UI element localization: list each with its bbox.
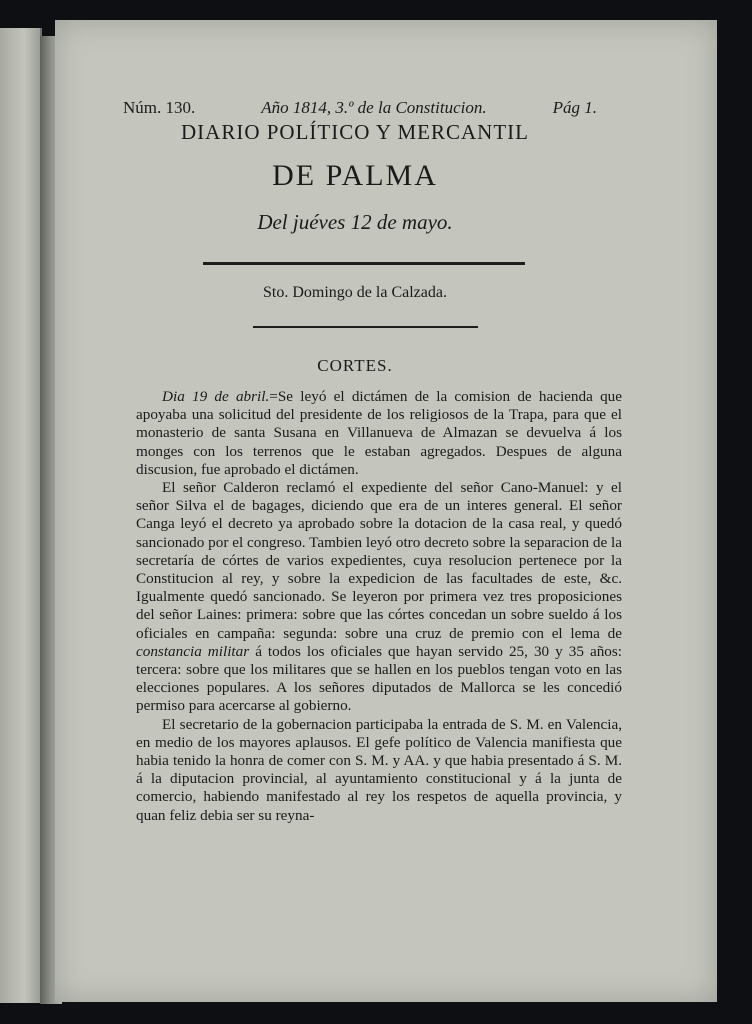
section-title: CORTES. xyxy=(317,356,393,375)
issue-number: Núm. 130. xyxy=(123,98,196,117)
italic-phrase: constancia militar xyxy=(136,642,250,660)
facing-page-edge xyxy=(0,28,42,1003)
article-paragraph: El señor Calderon reclamó el expediente del señor Cano-Manuel: y el señor Silva el de bagages, diciendo que era de un interes general. El señor Canga leyó el decreto ya aprobado sobre la dotacion de la casa real, y quedó sancionado por el congreso. Tambien leyó otro decreto sobre la separacion de la secretaría de córtes de varios expedientes, cuya resolucion pertenece por la Constitucion al rey, y sobre la expedicion de las facultades de este, &c. Igualmente quedó sancionado. Se leyeron por primera vez tres proposiciones del señor Laines: primera: sobre que las córtes concedan un sobre sueldo á los oficiales en campaña: segunda: sobre una cruz de premio con el lema de constancia militar á todos los oficiales que hayan servido 25, 30 y 35 años: tercera: sobre que los militares que se hallen en los pueblos tengan voto en las elecciones populares. A los señores diputados de Mallorca se les concedió permiso para acercarse al gobierno. xyxy=(136,479,623,715)
issue-year: Año 1814, 3.º de la Constitucion. xyxy=(261,98,487,117)
page-header xyxy=(123,98,597,118)
issue-date: Del juéves 12 de mayo. xyxy=(257,210,453,234)
article-paragraph: Dia 19 de abril.=Se leyó el dictámen de la comision de hacienda que apoyaba una solicitud del presidente de los religiosos de la Trapa, para que el monasterio de santa Susana en Villanueva de Almazan se devuelva á los monges con los terrenos que le estaban agregados. Despues de alguna discusion, fue aprobado el dictámen. xyxy=(136,388,622,478)
article-body xyxy=(136,388,622,825)
masthead-city: DE PALMA xyxy=(272,159,438,192)
masthead-title: DIARIO POLÍTICO Y MERCANTIL xyxy=(181,120,529,144)
divider-rule xyxy=(203,262,525,265)
article-date-lead: Dia 19 de abril. xyxy=(162,388,270,405)
saint-of-day: Sto. Domingo de la Calzada. xyxy=(263,284,447,301)
newspaper-page xyxy=(55,20,717,1002)
divider-rule xyxy=(253,326,478,328)
page-number: Pág 1. xyxy=(552,98,597,117)
article-paragraph: El secretario de la gobernacion participaba la entrada de S. M. en Valencia, en medio de los mayores aplausos. El gefe político de Valencia manifiesta que habia tenido la honra de comer con S. M. y AA. y que habia presentado á S. M. á la diputacion provincial, al ayuntamiento constitucional y á la junta de comercio, habiendo manifestado al rey los respetos de aquella provincia, y quan feliz debia ser su reyna- xyxy=(136,715,622,824)
